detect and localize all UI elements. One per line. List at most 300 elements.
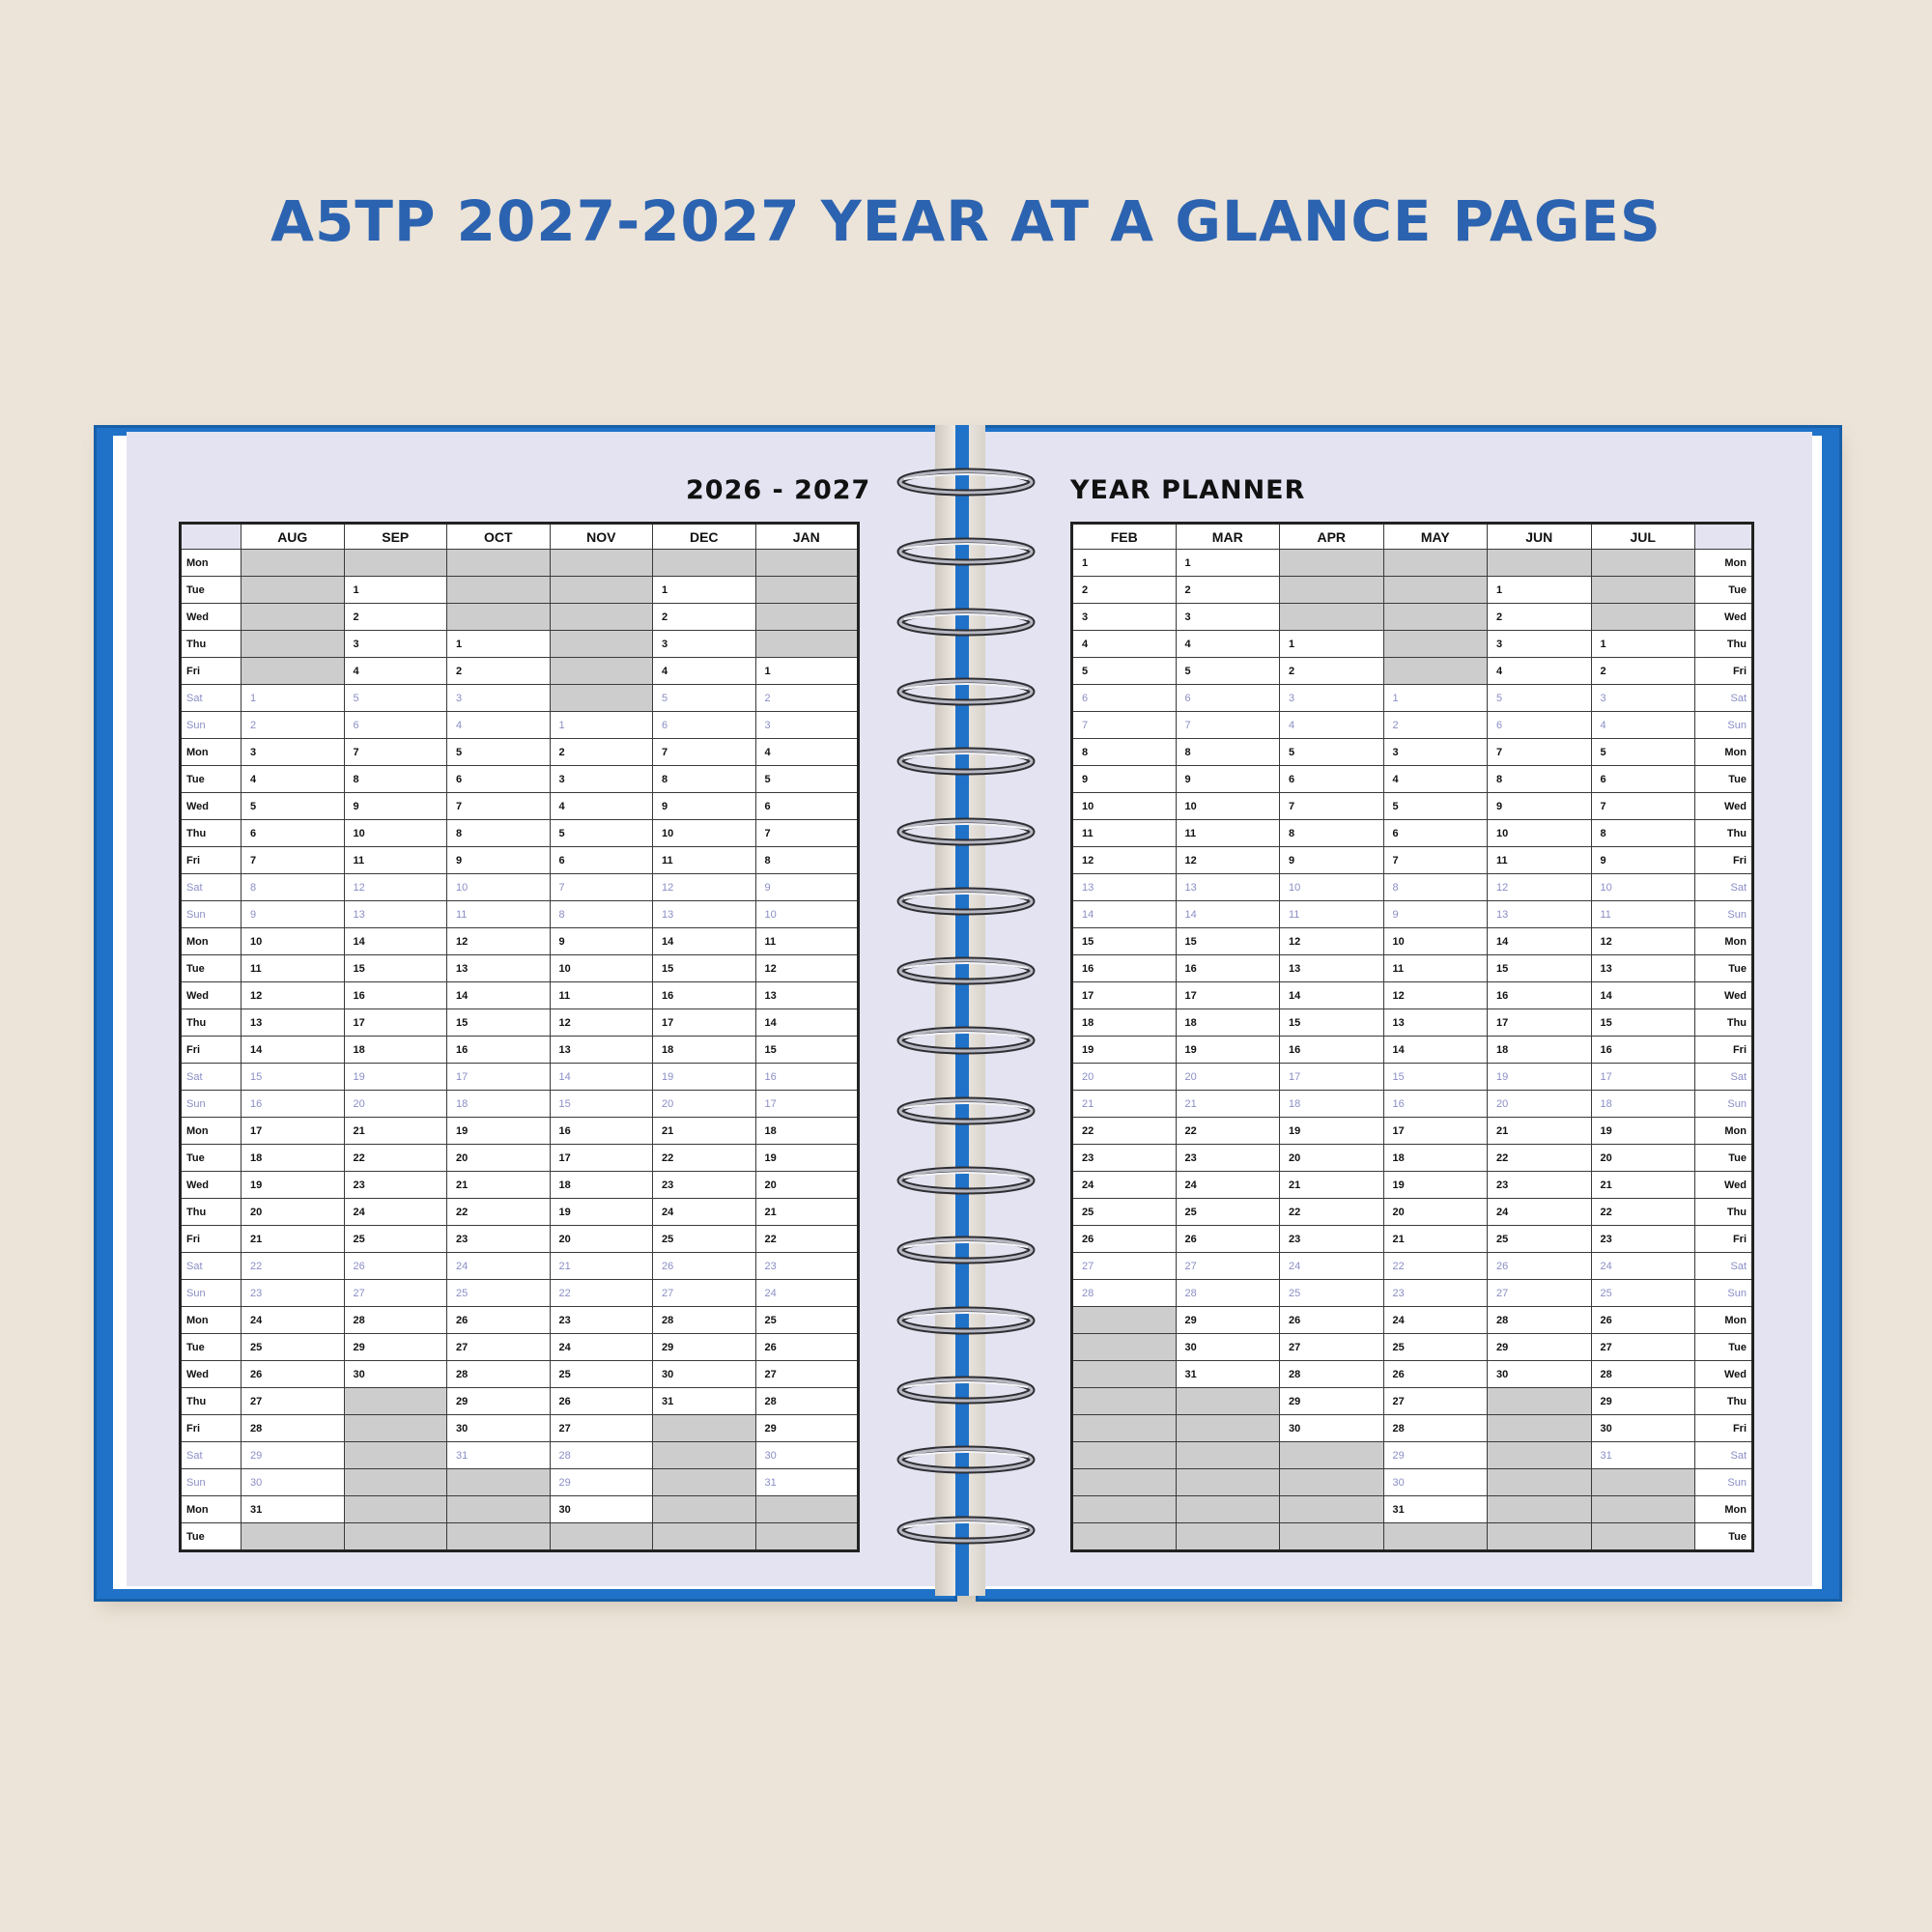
date-cell: 31	[653, 1388, 756, 1415]
date-cell: 29	[242, 1442, 345, 1469]
date-cell: 28	[1488, 1307, 1592, 1334]
date-cell: 10	[1591, 874, 1695, 901]
date-cell: 7	[1280, 793, 1384, 820]
date-cell	[1488, 1496, 1592, 1523]
date-cell: 14	[1591, 982, 1695, 1009]
date-cell: 19	[1591, 1118, 1695, 1145]
date-cell: 1	[1280, 631, 1384, 658]
date-cell: 18	[1591, 1091, 1695, 1118]
day-row	[1072, 739, 1753, 766]
date-cell: 10	[1072, 793, 1177, 820]
date-cell	[1280, 1496, 1384, 1523]
date-cell	[1176, 1469, 1280, 1496]
date-cell: 3	[242, 739, 345, 766]
date-cell: 21	[242, 1226, 345, 1253]
date-cell: 4	[1280, 712, 1384, 739]
date-cell: 23	[447, 1226, 551, 1253]
day-row	[1072, 1307, 1753, 1334]
date-cell: 25	[344, 1226, 447, 1253]
date-cell: 4	[1488, 658, 1592, 685]
date-cell	[1072, 1388, 1177, 1415]
month-header: FEB	[1072, 524, 1177, 550]
date-cell: 25	[755, 1307, 859, 1334]
day-row	[181, 847, 859, 874]
date-cell	[242, 550, 345, 577]
day-label: Thu	[181, 1199, 242, 1226]
date-cell: 13	[1591, 955, 1695, 982]
date-cell: 22	[447, 1199, 551, 1226]
date-cell: 26	[1591, 1307, 1695, 1334]
day-row	[1072, 1199, 1753, 1226]
date-cell: 9	[242, 901, 345, 928]
day-row	[1072, 577, 1753, 604]
date-cell	[447, 1496, 551, 1523]
date-cell: 16	[1591, 1037, 1695, 1064]
date-cell: 26	[755, 1334, 859, 1361]
date-cell: 29	[653, 1334, 756, 1361]
date-cell: 1	[1176, 550, 1280, 577]
date-cell: 8	[447, 820, 551, 847]
date-cell: 28	[242, 1415, 345, 1442]
day-row	[181, 874, 859, 901]
day-row	[181, 820, 859, 847]
date-cell: 10	[1383, 928, 1488, 955]
date-cell: 15	[1383, 1064, 1488, 1091]
date-cell: 21	[344, 1118, 447, 1145]
day-label: Tue	[181, 577, 242, 604]
day-row	[1072, 1091, 1753, 1118]
date-cell: 28	[653, 1307, 756, 1334]
day-label: Mon	[181, 1307, 242, 1334]
date-cell	[447, 550, 551, 577]
day-row	[181, 604, 859, 631]
corner-cell	[1695, 524, 1753, 550]
date-cell	[550, 1523, 653, 1551]
date-cell: 27	[242, 1388, 345, 1415]
date-cell: 26	[1072, 1226, 1177, 1253]
day-label: Tue	[181, 1334, 242, 1361]
date-cell: 26	[1383, 1361, 1488, 1388]
date-cell: 23	[1280, 1226, 1384, 1253]
date-cell: 2	[1280, 658, 1384, 685]
date-cell: 18	[1072, 1009, 1177, 1037]
date-cell: 17	[344, 1009, 447, 1037]
date-cell: 21	[1280, 1172, 1384, 1199]
date-cell: 18	[1176, 1009, 1280, 1037]
date-cell: 7	[1488, 739, 1592, 766]
date-cell: 11	[447, 901, 551, 928]
headline: A5TP 2027-2027 YEAR AT A GLANCE PAGES	[270, 188, 1662, 254]
date-cell: 28	[1176, 1280, 1280, 1307]
date-cell: 23	[1176, 1145, 1280, 1172]
date-cell: 31	[755, 1469, 859, 1496]
date-cell: 13	[755, 982, 859, 1009]
date-cell: 31	[1176, 1361, 1280, 1388]
date-cell: 16	[550, 1118, 653, 1145]
date-cell	[653, 1523, 756, 1551]
date-cell	[755, 631, 859, 658]
date-cell	[1176, 1496, 1280, 1523]
date-cell: 6	[1072, 685, 1177, 712]
date-cell: 8	[653, 766, 756, 793]
day-row	[1072, 1064, 1753, 1091]
date-cell: 28	[1280, 1361, 1384, 1388]
date-cell: 6	[242, 820, 345, 847]
spiral-binding-ring-icon	[896, 887, 1036, 916]
date-cell	[550, 604, 653, 631]
date-cell: 12	[344, 874, 447, 901]
date-cell: 15	[447, 1009, 551, 1037]
date-cell: 4	[1072, 631, 1177, 658]
date-cell	[1383, 631, 1488, 658]
date-cell: 25	[653, 1226, 756, 1253]
date-cell	[550, 685, 653, 712]
date-cell: 15	[344, 955, 447, 982]
day-label: Fri	[181, 847, 242, 874]
day-label: Thu	[181, 1388, 242, 1415]
day-label: Fri	[181, 1415, 242, 1442]
spiral-binding-ring-icon	[896, 468, 1036, 497]
date-cell: 20	[1383, 1199, 1488, 1226]
date-cell	[447, 1469, 551, 1496]
date-cell: 9	[1383, 901, 1488, 928]
date-cell: 22	[1072, 1118, 1177, 1145]
date-cell: 26	[653, 1253, 756, 1280]
day-row	[1072, 685, 1753, 712]
date-cell: 21	[1488, 1118, 1592, 1145]
spiral-binding-ring-icon	[896, 608, 1036, 637]
day-row	[181, 1388, 859, 1415]
day-row	[1072, 1334, 1753, 1361]
date-cell: 30	[1280, 1415, 1384, 1442]
day-row	[181, 550, 859, 577]
date-cell: 8	[550, 901, 653, 928]
day-row	[181, 1118, 859, 1145]
date-cell: 28	[447, 1361, 551, 1388]
date-cell: 24	[1383, 1307, 1488, 1334]
date-cell	[344, 1469, 447, 1496]
day-label: Sun	[181, 712, 242, 739]
day-label: Thu	[181, 631, 242, 658]
date-cell: 10	[1280, 874, 1384, 901]
date-cell: 17	[755, 1091, 859, 1118]
date-cell: 30	[653, 1361, 756, 1388]
date-cell: 6	[1383, 820, 1488, 847]
date-cell: 28	[1383, 1415, 1488, 1442]
date-cell: 2	[1591, 658, 1695, 685]
date-cell	[1591, 1523, 1695, 1551]
date-cell	[1488, 1469, 1592, 1496]
date-cell: 24	[1072, 1172, 1177, 1199]
date-cell	[1591, 1496, 1695, 1523]
date-cell: 25	[447, 1280, 551, 1307]
date-cell: 7	[755, 820, 859, 847]
day-label: Mon	[181, 928, 242, 955]
day-row	[181, 658, 859, 685]
date-cell	[1280, 577, 1384, 604]
date-cell: 20	[344, 1091, 447, 1118]
month-header: JUL	[1591, 524, 1695, 550]
date-cell: 28	[1072, 1280, 1177, 1307]
month-header: OCT	[447, 524, 551, 550]
day-label: Mon	[1695, 928, 1753, 955]
date-cell: 17	[1591, 1064, 1695, 1091]
day-row	[181, 1253, 859, 1280]
date-cell	[242, 631, 345, 658]
date-cell: 5	[1280, 739, 1384, 766]
date-cell: 22	[755, 1226, 859, 1253]
day-label: Mon	[181, 1496, 242, 1523]
day-row	[1072, 1280, 1753, 1307]
day-label: Mon	[1695, 1118, 1753, 1145]
day-label: Tue	[1695, 955, 1753, 982]
day-row	[181, 766, 859, 793]
date-cell: 15	[1591, 1009, 1695, 1037]
date-cell	[242, 658, 345, 685]
date-cell: 8	[1072, 739, 1177, 766]
date-cell	[653, 1469, 756, 1496]
date-cell: 1	[1488, 577, 1592, 604]
date-cell: 20	[1176, 1064, 1280, 1091]
date-cell	[1383, 577, 1488, 604]
day-row	[1072, 1145, 1753, 1172]
date-cell: 23	[1488, 1172, 1592, 1199]
date-cell: 20	[1280, 1145, 1384, 1172]
date-cell: 27	[1383, 1388, 1488, 1415]
date-cell: 23	[1383, 1280, 1488, 1307]
date-cell: 27	[1176, 1253, 1280, 1280]
date-cell: 23	[242, 1280, 345, 1307]
date-cell	[755, 577, 859, 604]
day-row	[1072, 550, 1753, 577]
date-cell: 4	[1383, 766, 1488, 793]
day-label: Fri	[1695, 1037, 1753, 1064]
date-cell: 10	[242, 928, 345, 955]
date-cell: 5	[653, 685, 756, 712]
date-cell	[550, 631, 653, 658]
date-cell: 19	[344, 1064, 447, 1091]
date-cell: 6	[653, 712, 756, 739]
date-cell: 18	[755, 1118, 859, 1145]
day-row	[1072, 955, 1753, 982]
date-cell	[1591, 550, 1695, 577]
spine	[955, 425, 969, 1596]
date-cell: 1	[1072, 550, 1177, 577]
date-cell: 6	[550, 847, 653, 874]
day-label: Sun	[1695, 712, 1753, 739]
date-cell	[1591, 1469, 1695, 1496]
day-row	[181, 577, 859, 604]
date-cell: 2	[1488, 604, 1592, 631]
day-row	[181, 1469, 859, 1496]
date-cell: 31	[1591, 1442, 1695, 1469]
date-cell: 22	[550, 1280, 653, 1307]
date-cell: 29	[344, 1334, 447, 1361]
date-cell: 27	[550, 1415, 653, 1442]
day-label: Tue	[1695, 1145, 1753, 1172]
date-cell: 7	[1072, 712, 1177, 739]
date-cell	[1072, 1442, 1177, 1469]
day-label: Wed	[181, 1361, 242, 1388]
day-row	[181, 1307, 859, 1334]
day-label: Sun	[1695, 901, 1753, 928]
date-cell: 11	[1383, 955, 1488, 982]
date-cell: 22	[1591, 1199, 1695, 1226]
date-cell: 11	[1176, 820, 1280, 847]
date-cell: 30	[447, 1415, 551, 1442]
spiral-binding-ring-icon	[896, 677, 1036, 706]
date-cell: 4	[755, 739, 859, 766]
date-cell: 11	[550, 982, 653, 1009]
date-cell: 30	[344, 1361, 447, 1388]
date-cell	[447, 1523, 551, 1551]
date-cell: 2	[755, 685, 859, 712]
date-cell: 15	[1072, 928, 1177, 955]
date-cell: 8	[242, 874, 345, 901]
day-row	[1072, 766, 1753, 793]
date-cell: 21	[1383, 1226, 1488, 1253]
date-cell: 30	[242, 1469, 345, 1496]
date-cell: 11	[242, 955, 345, 982]
spiral-binding-ring-icon	[896, 1445, 1036, 1474]
date-cell: 7	[1591, 793, 1695, 820]
left-calendar-grid	[179, 522, 860, 1552]
date-cell: 13	[1488, 901, 1592, 928]
date-cell: 19	[447, 1118, 551, 1145]
day-label: Sun	[1695, 1280, 1753, 1307]
date-cell: 16	[755, 1064, 859, 1091]
month-header: NOV	[550, 524, 653, 550]
date-cell: 20	[242, 1199, 345, 1226]
date-cell: 23	[653, 1172, 756, 1199]
date-cell: 12	[1488, 874, 1592, 901]
date-cell: 7	[550, 874, 653, 901]
date-cell: 4	[550, 793, 653, 820]
date-cell: 7	[447, 793, 551, 820]
day-label: Fri	[1695, 1226, 1753, 1253]
date-cell	[550, 550, 653, 577]
date-cell: 1	[653, 577, 756, 604]
day-label: Fri	[181, 658, 242, 685]
date-cell: 5	[1072, 658, 1177, 685]
date-cell: 19	[1488, 1064, 1592, 1091]
date-cell: 23	[344, 1172, 447, 1199]
date-cell: 4	[1591, 712, 1695, 739]
date-cell	[1488, 1415, 1592, 1442]
date-cell: 25	[1488, 1226, 1592, 1253]
date-cell: 11	[344, 847, 447, 874]
day-label: Wed	[1695, 982, 1753, 1009]
date-cell: 15	[242, 1064, 345, 1091]
date-cell: 18	[1280, 1091, 1384, 1118]
day-label: Tue	[1695, 766, 1753, 793]
date-cell: 13	[1280, 955, 1384, 982]
date-cell: 6	[1488, 712, 1592, 739]
date-cell	[447, 577, 551, 604]
month-header: SEP	[344, 524, 447, 550]
date-cell: 3	[1383, 739, 1488, 766]
date-cell: 24	[755, 1280, 859, 1307]
date-cell	[344, 1496, 447, 1523]
date-cell: 12	[447, 928, 551, 955]
date-cell: 2	[653, 604, 756, 631]
day-label: Fri	[1695, 658, 1753, 685]
date-cell: 5	[755, 766, 859, 793]
date-cell: 22	[1280, 1199, 1384, 1226]
date-cell: 11	[1488, 847, 1592, 874]
date-cell: 13	[653, 901, 756, 928]
date-cell: 1	[550, 712, 653, 739]
date-cell: 2	[447, 658, 551, 685]
date-cell: 2	[242, 712, 345, 739]
date-cell: 26	[344, 1253, 447, 1280]
date-cell: 15	[550, 1091, 653, 1118]
date-cell: 21	[1591, 1172, 1695, 1199]
date-cell: 2	[550, 739, 653, 766]
day-row	[181, 1064, 859, 1091]
date-cell: 20	[1591, 1145, 1695, 1172]
date-cell: 23	[550, 1307, 653, 1334]
day-row	[1072, 1118, 1753, 1145]
date-cell: 24	[550, 1334, 653, 1361]
day-label: Wed	[181, 1172, 242, 1199]
date-cell: 18	[1383, 1145, 1488, 1172]
day-label: Sun	[181, 1091, 242, 1118]
date-cell: 19	[1280, 1118, 1384, 1145]
spiral-binding-ring-icon	[896, 1026, 1036, 1055]
day-label: Mon	[1695, 1307, 1753, 1334]
date-cell: 18	[242, 1145, 345, 1172]
date-cell: 25	[1280, 1280, 1384, 1307]
date-cell: 29	[550, 1469, 653, 1496]
date-cell: 19	[550, 1199, 653, 1226]
date-cell: 14	[653, 928, 756, 955]
date-cell: 3	[1280, 685, 1384, 712]
date-cell: 22	[1383, 1253, 1488, 1280]
date-cell	[1280, 1523, 1384, 1551]
day-row	[181, 955, 859, 982]
date-cell: 21	[653, 1118, 756, 1145]
day-label: Mon	[181, 550, 242, 577]
date-cell: 16	[1176, 955, 1280, 982]
date-cell: 7	[1176, 712, 1280, 739]
spiral-binding-ring-icon	[896, 956, 1036, 985]
date-cell: 22	[344, 1145, 447, 1172]
date-cell	[1280, 604, 1384, 631]
date-cell: 8	[1176, 739, 1280, 766]
day-label: Tue	[181, 955, 242, 982]
day-label: Thu	[1695, 1388, 1753, 1415]
date-cell: 19	[653, 1064, 756, 1091]
day-label: Sun	[1695, 1469, 1753, 1496]
day-row	[181, 901, 859, 928]
date-cell: 18	[1488, 1037, 1592, 1064]
day-label: Sat	[181, 1064, 242, 1091]
date-cell: 17	[447, 1064, 551, 1091]
date-cell: 23	[1591, 1226, 1695, 1253]
date-cell: 31	[242, 1496, 345, 1523]
day-row	[1072, 1523, 1753, 1551]
date-cell	[755, 1496, 859, 1523]
date-cell: 14	[1072, 901, 1177, 928]
date-cell	[550, 658, 653, 685]
date-cell: 9	[447, 847, 551, 874]
date-cell: 17	[1176, 982, 1280, 1009]
date-cell	[1383, 1523, 1488, 1551]
date-cell: 12	[1176, 847, 1280, 874]
date-cell: 21	[1176, 1091, 1280, 1118]
spiral-binding-ring-icon	[896, 817, 1036, 846]
